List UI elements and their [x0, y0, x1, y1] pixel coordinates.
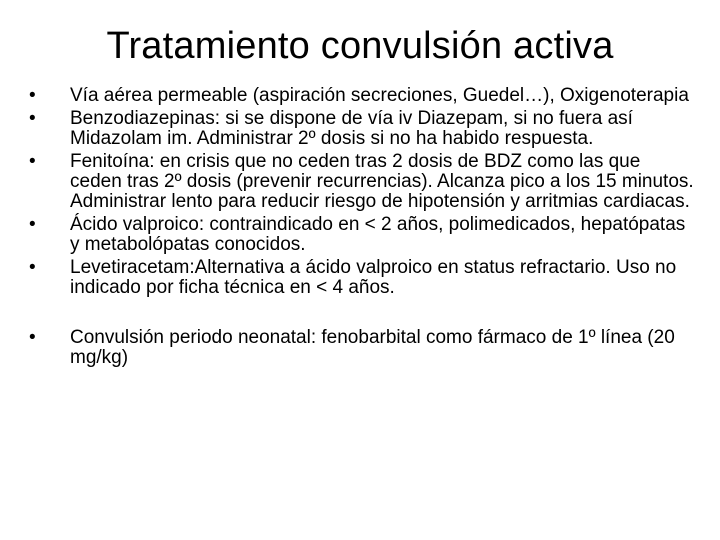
bullet-text: Ácido valproico: contraindicado en < 2 años, polimedicados, hepatópatas y metabolópatas conocidos. — [70, 214, 686, 255]
bullet-dot-icon: • — [29, 151, 36, 172]
bullet-dot-icon: • — [29, 108, 36, 129]
bullet-dot-icon: • — [29, 214, 36, 235]
bullet-dot-icon: • — [29, 257, 36, 278]
bullet-item-neonatal — [26, 328, 694, 368]
bullet-item-levetiracetam — [26, 258, 694, 298]
bullet-item-phenytoin — [26, 152, 694, 212]
bullet-text: Convulsión periodo neonatal: fenobarbital como fármaco de 1º línea (20 mg/kg) — [70, 327, 675, 368]
bullet-dot-icon: • — [29, 327, 36, 348]
bullet-item-valproic-acid — [26, 215, 694, 255]
bullet-item-airway — [26, 86, 694, 106]
bullet-dot-icon: • — [29, 85, 36, 106]
bullet-text: Fenitoína: en crisis que no ceden tras 2 dosis de BDZ como las que ceden tras 2º dosis (prevenir recurrencias). Alcanza pico a los 15 minutos. Administrar lento para reducir riesgo de hipotensión y arritmias cardiacas. — [70, 151, 694, 212]
bullet-list — [26, 86, 694, 371]
bullet-text: Vía aérea permeable (aspiración secreciones, Guedel…), Oxigenoterapia — [70, 85, 689, 106]
bullet-text: Levetiracetam:Alternativa a ácido valproico en status refractario. Uso no indicado por ficha técnica en < 4 años. — [70, 257, 677, 298]
slide-title: Tratamiento convulsión activa — [106, 25, 614, 67]
bullet-item-benzodiazepines — [26, 109, 694, 149]
bullet-text: Benzodiazepinas: si se dispone de vía iv Diazepam, si no fuera así Midazolam im. Administrar 2º dosis si no ha habido respuesta. — [70, 108, 633, 149]
